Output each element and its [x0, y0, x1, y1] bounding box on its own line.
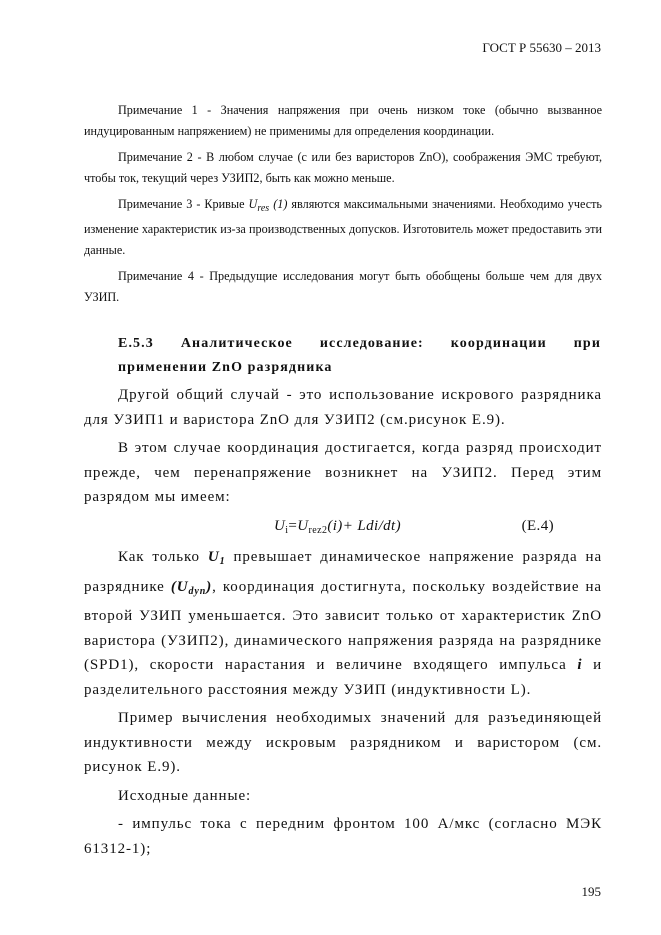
paragraph-1: Другой общий случай - это использование искрового разрядника для УЗИП1 и варистора ZnO для УЗИП2 (см.рисунок Е.9).: [84, 387, 602, 428]
paragraph-5: Исходные данные:: [118, 787, 252, 804]
note-3-prefix: Примечание 3 - Кривые: [118, 197, 249, 211]
paragraph-2: В этом случае координация достигается, когда разряд происходит прежде, чем перенапряжение возникнет на УЗИП2. Перед этим разрядом мы имеем:: [84, 440, 602, 505]
formula-e4: [84, 514, 602, 544]
page-number: 195: [581, 884, 601, 899]
symbol-u1: U: [207, 549, 220, 565]
paragraph-3-c: , координация достигнута, поскольку воздействие на второй УЗИП уменьшается. Это зависит только от характеристик ZnO варистора (УЗИП2), динамического напряжения разряда на разряднике (SPD1), скорости нарастания и величине входящего импульса: [84, 578, 602, 673]
paragraph-4: Пример вычисления необходимых значений для разъединяющей индуктивности между искровым разрядником и варистором (см. рисунок Е.9).: [84, 710, 602, 775]
note-3-symbol-arg: (1): [269, 197, 288, 211]
section-heading: Е.5.3 Аналитическое исследование: координации при применении ZnO разрядника: [118, 336, 601, 375]
note-3-symbol-sub: res: [257, 203, 270, 214]
symbol-u1-sub: 1: [219, 556, 226, 567]
symbol-i: i: [577, 657, 583, 673]
symbol-udyn-sub: dyn: [188, 585, 207, 597]
paragraph-3-d: и разделительного расстояния между УЗИП (индуктивности L).: [84, 657, 602, 698]
notes-block: [84, 100, 602, 313]
document-code: ГОСТ Р 55630 – 2013: [482, 40, 601, 55]
note-1: Примечание 1 - Значения напряжения при очень низком токе (обычно вызванное индуцированным напряжением) не применимы для определения координации.: [84, 103, 602, 138]
formula-lhs: U: [274, 517, 286, 534]
formula-lhs-sub: i: [285, 524, 289, 536]
note-4: Примечание 4 - Предыдущие исследования могут быть обобщены больше чем для двух УЗИП.: [84, 269, 602, 304]
note-3: [84, 194, 602, 261]
body-text: [84, 383, 602, 865]
symbol-udyn: (U: [170, 578, 189, 595]
formula-rhs1-sub: rez2: [308, 524, 328, 536]
formula-number: (E.4): [521, 517, 554, 534]
formula-rhs2: (i)+ Ldi/dt): [327, 517, 402, 534]
symbol-udyn-close: ): [206, 578, 213, 595]
note-3-symbol: U: [248, 197, 258, 211]
paragraph-3-a: Как только: [118, 549, 208, 565]
note-3-suffix: являются максимальными значениями. Необходимо учесть изменение характеристик из-за производственных допусков. Изготовитель может предоставить эти данные.: [84, 197, 602, 257]
formula-rhs1: U: [297, 517, 309, 534]
paragraph-6: - импульс тока с передним фронтом 100 А/мкс (согласно МЭК 61312-1);: [84, 816, 602, 857]
paragraph-3-b: превышает динамическое напряжение разряда на разряднике: [84, 549, 602, 595]
note-2: Примечание 2 - В любом случае (с или без варисторов ZnO), соображения ЭМС требуют, чтобы ток, текущий через УЗИП2, быть как можно меньше.: [84, 150, 602, 185]
paragraph-3: [84, 545, 602, 702]
formula-eq: =: [288, 517, 298, 534]
